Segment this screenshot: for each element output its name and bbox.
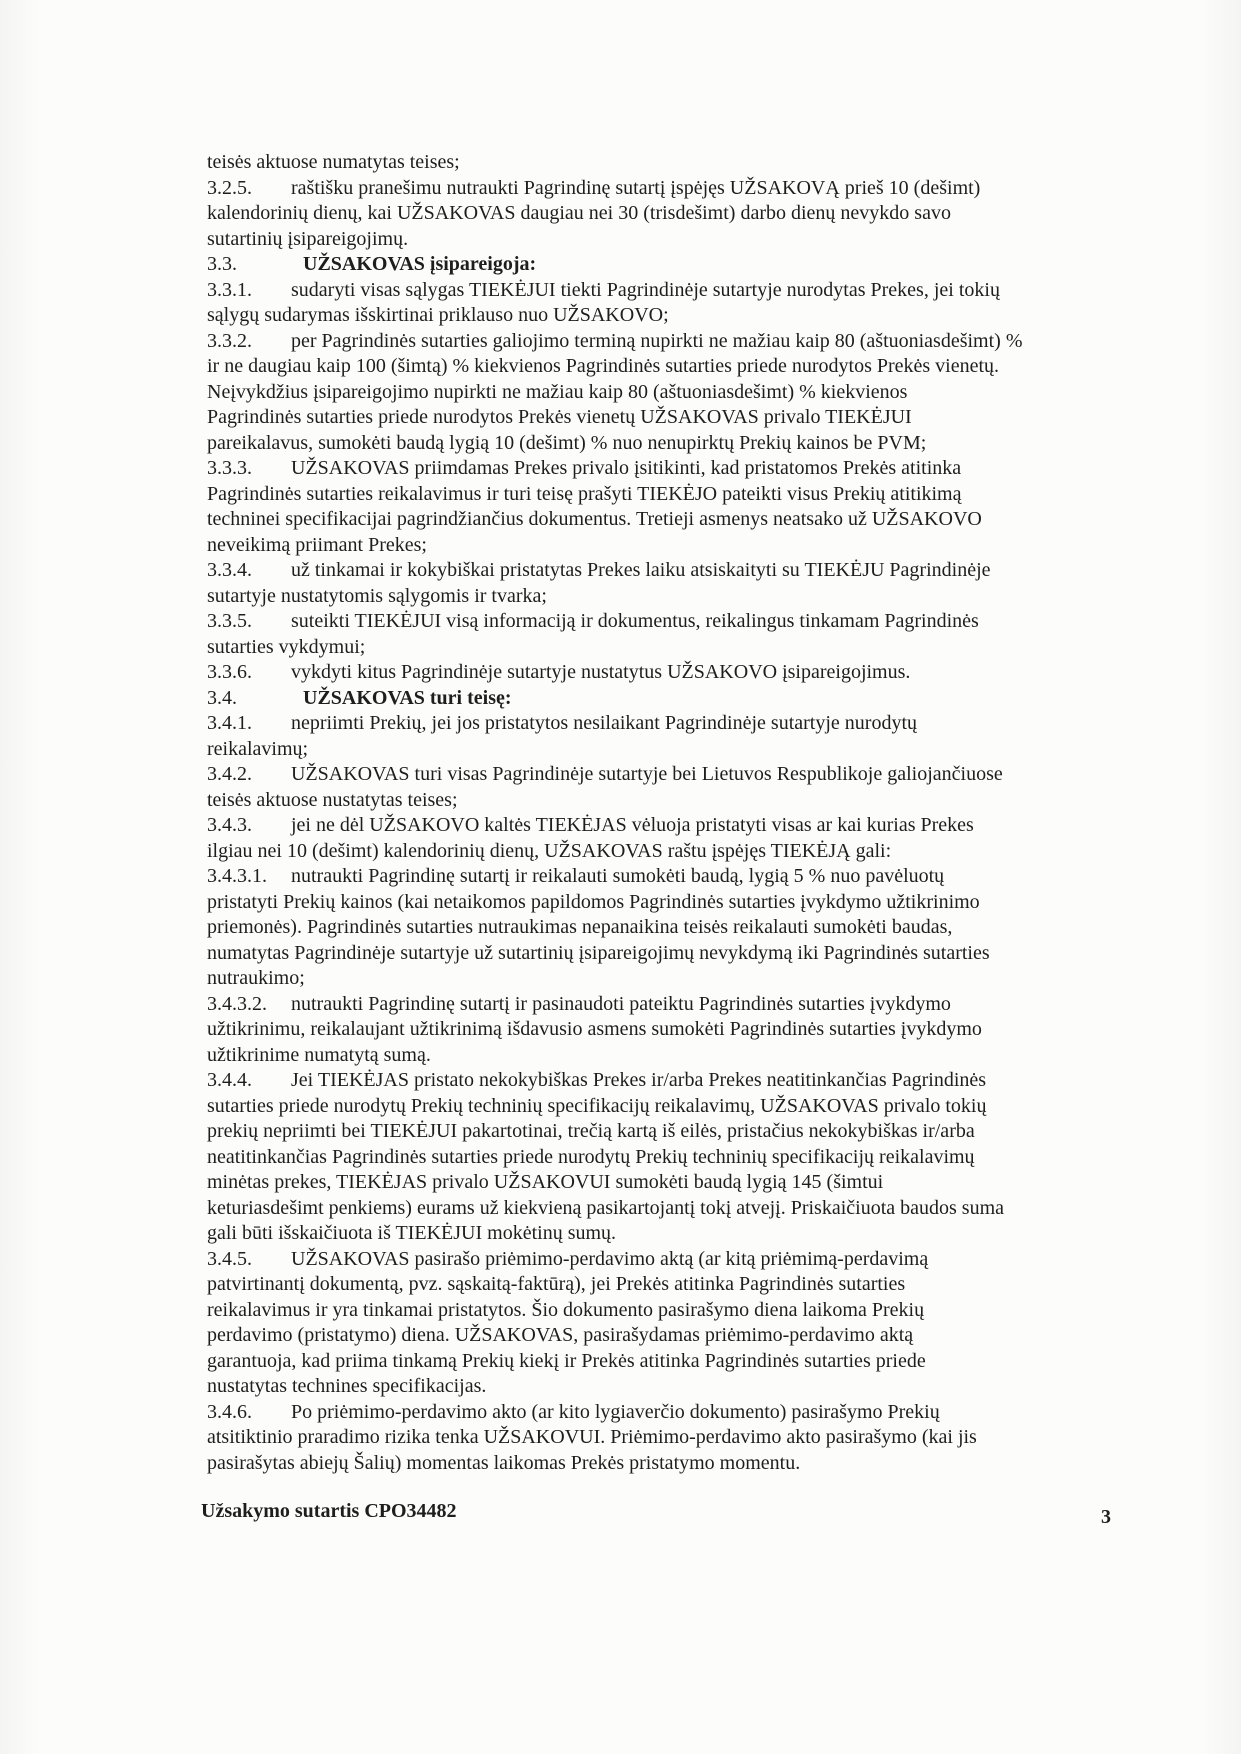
text-line xyxy=(207,1247,1217,1273)
text-line xyxy=(207,686,1217,712)
text-line xyxy=(207,1272,1217,1298)
text-line xyxy=(207,329,1217,355)
text-line xyxy=(207,482,1217,508)
text-line xyxy=(207,150,1217,176)
text-line xyxy=(207,1323,1217,1349)
clause-text: UŽSAKOVAS turi visas Pagrindinėje sutartyje bei Lietuvos Respublikoje galiojančiuose xyxy=(291,763,1003,785)
clause-number: 3.3.2. xyxy=(207,329,252,352)
text-line xyxy=(207,788,1217,814)
clause-text: suteikti TIEKĖJUI visą informaciją ir dokumentus, reikalingus tinkamam Pagrindinės xyxy=(291,610,979,632)
clause-text: sudaryti visas sąlygas TIEKĖJUI tiekti Pagrindinėje sutartyje nurodytas Prekes, jei tokių xyxy=(291,278,1000,301)
text-line xyxy=(207,1145,1217,1171)
footer-contract-title: Užsakymo sutartis CPO34482 xyxy=(201,1500,457,1522)
clause-text: priemonės). Pagrindinės sutarties nutraukimas nepanaikina teisės reikalauti sumokėti baudas, xyxy=(207,916,953,938)
clause-number: 3.3.1. xyxy=(207,278,252,301)
clause-text: Pagrindinės sutarties priede nurodytos Prekės vienetų UŽSAKOVAS privalo TIEKĖJUI xyxy=(207,406,912,428)
clause-number: 3.3.6. xyxy=(207,661,252,683)
clause-text: neatitinkančias Pagrindinės sutarties priede nurodytų Prekių techninių specifikacijų reikalavimų xyxy=(207,1145,975,1168)
clause-text: pasirašytas abiejų Šalių) momentas laikomas Prekės pristatymo momentu. xyxy=(207,1451,801,1474)
text-line xyxy=(207,609,1217,635)
text-line xyxy=(207,1349,1217,1375)
text-line xyxy=(207,660,1217,686)
text-line xyxy=(207,635,1217,661)
clause-text: gali būti išskaičiuota iš TIEKĖJUI mokėtinų sumų. xyxy=(207,1222,617,1244)
clause-text: pareikalavus, sumokėti baudą lygią 10 (dešimt) % nuo nenupirktų Prekių kainos be PVM; xyxy=(207,431,927,454)
clause-text: sąlygų sudarymas išskirtinai priklauso nuo UŽSAKOVO; xyxy=(207,304,669,326)
clause-text: nutraukti Pagrindinę sutartį ir pasinaudoti pateiktu Pagrindinės sutarties įvykdymo xyxy=(291,992,951,1015)
clause-text: per Pagrindinės sutarties galiojimo terminą nupirkti ne mažiau kaip 80 (aštuoniasdešimt) % xyxy=(291,329,1023,352)
clause-text: jei ne dėl UŽSAKOVO kaltės TIEKĖJAS vėluoja pristatyti visas ar kai kurias Prekes xyxy=(291,814,974,836)
text-line xyxy=(207,890,1217,916)
text-line xyxy=(207,431,1217,457)
clause-number: 3.4.6. xyxy=(207,1400,252,1423)
text-line xyxy=(207,762,1217,788)
clause-number: 3.3.3. xyxy=(207,457,252,479)
clause-text: perdavimo (pristatymo) diena. UŽSAKOVAS, pasirašydamas priėmimo-perdavimo aktą xyxy=(207,1324,914,1346)
text-line xyxy=(207,1298,1217,1324)
text-line xyxy=(207,864,1217,890)
text-line xyxy=(207,1451,1217,1477)
clause-text: vykdyti kitus Pagrindinėje sutartyje nustatytus UŽSAKOVO įsipareigojimus. xyxy=(291,661,911,683)
clause-number: 3.2.5. xyxy=(207,176,252,199)
clause-text: ilgiau nei 10 (dešimt) kalendorinių dienų, UŽSAKOVAS raštu įspėjęs TIEKĖJĄ gali: xyxy=(207,839,892,862)
text-line xyxy=(207,1400,1217,1426)
clause-number: 3.4.4. xyxy=(207,1069,252,1091)
text-line xyxy=(207,1170,1217,1196)
text-line xyxy=(207,201,1217,227)
clause-text: garantuoja, kad priima tinkamą Prekių kiekį ir Prekės atitinka Pagrindinės sutarties priede xyxy=(207,1349,926,1372)
clause-text: patvirtinantį dokumentą, pvz. sąskaitą-faktūrą), jei Prekės atitinka Pagrindinės sutarties xyxy=(207,1273,906,1295)
text-line xyxy=(207,813,1217,839)
clause-text: sutarties vykdymui; xyxy=(207,635,366,658)
clause-text: prekių nepriimti bei TIEKĖJUI pakartotinai, trečią kartą iš eilės, pristačius nekokybiškas ir/arba xyxy=(207,1120,975,1142)
text-line xyxy=(207,278,1217,304)
clause-number: 3.4.1. xyxy=(207,712,252,734)
text-line xyxy=(207,227,1217,253)
clause-text: UŽSAKOVAS pasirašo priėmimo-perdavimo aktą (ar kitą priėmimą-perdavimą xyxy=(291,1247,929,1270)
document-body xyxy=(207,150,1217,1476)
text-line xyxy=(207,176,1217,202)
clause-text: Pagrindinės sutarties reikalavimus ir turi teisę prašyti TIEKĖJO pateikti visus Prekių atitikimą xyxy=(207,482,962,505)
clause-number: 3.3. xyxy=(207,253,237,275)
clause-text: sutartyje nustatytomis sąlygomis ir tvarka; xyxy=(207,584,547,607)
section-heading: UŽSAKOVAS turi teisę: xyxy=(303,686,512,709)
text-line xyxy=(207,1017,1217,1043)
clause-text: keturiasdešimt penkiems) eurams už kiekvieną pasikartojantį tokį atvejį. Priskaičiuota baudos suma xyxy=(207,1196,1005,1219)
text-line xyxy=(207,252,1217,278)
clause-text: Po priėmimo-perdavimo akto (ar kito lygiaverčio dokumento) pasirašymo Prekių xyxy=(291,1400,940,1423)
clause-number: 3.4.3.2. xyxy=(207,992,267,1015)
clause-text: neveikimą priimant Prekes; xyxy=(207,533,427,556)
clause-text: raštišku pranešimu nutraukti Pagrindinę sutartį įspėjęs UŽSAKOVĄ prieš 10 (dešimt) xyxy=(291,176,981,199)
text-line xyxy=(207,533,1217,559)
clause-text: minėtas prekes, TIEKĖJAS privalo UŽSAKOVUI sumokėti baudą lygią 145 (šimtui xyxy=(207,1171,884,1193)
text-line xyxy=(207,507,1217,533)
text-line xyxy=(207,558,1217,584)
text-line xyxy=(207,354,1217,380)
text-line xyxy=(207,1221,1217,1247)
clause-text: UŽSAKOVAS priimdamas Prekes privalo įsitikinti, kad pristatomos Prekės atitinka xyxy=(291,457,962,479)
clause-text: nutraukti Pagrindinę sutartį ir reikalauti sumokėti baudą, lygią 5 % nuo pavėluotų xyxy=(291,865,945,887)
clause-number: 3.3.5. xyxy=(207,610,252,632)
text-line xyxy=(207,584,1217,610)
clause-text: nustatytas technines specifikacijas. xyxy=(207,1375,487,1397)
clause-text: sutartinių įsipareigojimų. xyxy=(207,227,409,250)
clause-number: 3.4.3.1. xyxy=(207,865,267,887)
clause-text: užtikrinime numatytą sumą. xyxy=(207,1043,431,1066)
text-line xyxy=(207,1374,1217,1400)
clause-text: nepriimti Prekių, jei jos pristatytos nesilaikant Pagrindinėje sutartyje nurodytų xyxy=(291,712,918,734)
clause-text: ir ne daugiau kaip 100 (šimtą) % kiekvienos Pagrindinės sutarties priede nurodytos Prekės vienetų. xyxy=(207,355,1000,377)
text-line xyxy=(207,456,1217,482)
text-line xyxy=(207,1425,1217,1451)
clause-text: reikalavimus ir yra tinkamai pristatytos. Šio dokumento pasirašymo diena laikoma Prekių xyxy=(207,1298,925,1321)
section-heading: UŽSAKOVAS įsipareigoja: xyxy=(303,253,537,275)
scan-edge-left xyxy=(0,0,40,1754)
text-line xyxy=(207,1094,1217,1120)
text-line xyxy=(207,737,1217,763)
text-line xyxy=(207,711,1217,737)
clause-text: Neįvykdžius įsipareigojimo nupirkti ne mažiau kaip 80 (aštuoniasdešimt) % kiekvienos xyxy=(207,380,908,403)
text-line xyxy=(207,839,1217,865)
clause-number: 3.4.5. xyxy=(207,1247,252,1270)
text-line xyxy=(207,941,1217,967)
clause-text: teisės aktuose nustatytas teises; xyxy=(207,788,458,811)
clause-text: Jei TIEKĖJAS pristato nekokybiškas Prekes ir/arba Prekes neatitinkančias Pagrindinės xyxy=(291,1069,987,1091)
clause-text: nutraukimo; xyxy=(207,967,305,989)
clause-text: užtikrinimu, reikalaujant užtikrinimą išdavusio asmens sumokėti Pagrindinės sutarties įvykdymo xyxy=(207,1018,982,1040)
text-line xyxy=(207,992,1217,1018)
text-line xyxy=(207,1043,1217,1069)
clause-text: kalendorinių dienų, kai UŽSAKOVAS daugiau nei 30 (trisdešimt) darbo dienų nevykdo savo xyxy=(207,202,951,224)
clause-text: už tinkamai ir kokybiškai pristatytas Prekes laiku atsiskaityti su TIEKĖJU Pagrindinėje xyxy=(291,559,991,581)
clause-text: pristatyti Prekių kainos (kai netaikomos papildomos Pagrindinės sutarties įvykdymo užtikrinimo xyxy=(207,890,980,913)
clause-text: numatytas Pagrindinėje sutartyje už sutartinių įsipareigojimų nevykdymą iki Pagrindinės sutarties xyxy=(207,941,990,964)
clause-number: 3.4.2. xyxy=(207,763,252,785)
clause-number: 3.3.4. xyxy=(207,559,252,581)
clause-text: atsitiktinio praradimo rizika tenka UŽSAKOVUI. Priėmimo-perdavimo akto pasirašymo (kai jis xyxy=(207,1426,977,1448)
text-line xyxy=(207,915,1217,941)
text-line xyxy=(207,966,1217,992)
text-line xyxy=(207,1196,1217,1222)
clause-text: techninei specifikacijai pagrindžiančius dokumentus. Tretieji asmenys neatsako už UŽSAKOVO xyxy=(207,508,982,530)
text-line xyxy=(207,1119,1217,1145)
clause-number: 3.4.3. xyxy=(207,814,252,836)
clause-number: 3.4. xyxy=(207,686,237,709)
text-line xyxy=(207,1068,1217,1094)
text-line xyxy=(207,405,1217,431)
clause-text: reikalavimų; xyxy=(207,737,309,760)
page-number: 3 xyxy=(1101,1506,1111,1528)
text-line xyxy=(207,380,1217,406)
clause-text: sutarties priede nurodytų Prekių techninių specifikacijų reikalavimų, UŽSAKOVAS privalo tokių xyxy=(207,1094,987,1117)
text-line xyxy=(207,303,1217,329)
clause-text: teisės aktuose numatytas teises; xyxy=(207,151,460,173)
